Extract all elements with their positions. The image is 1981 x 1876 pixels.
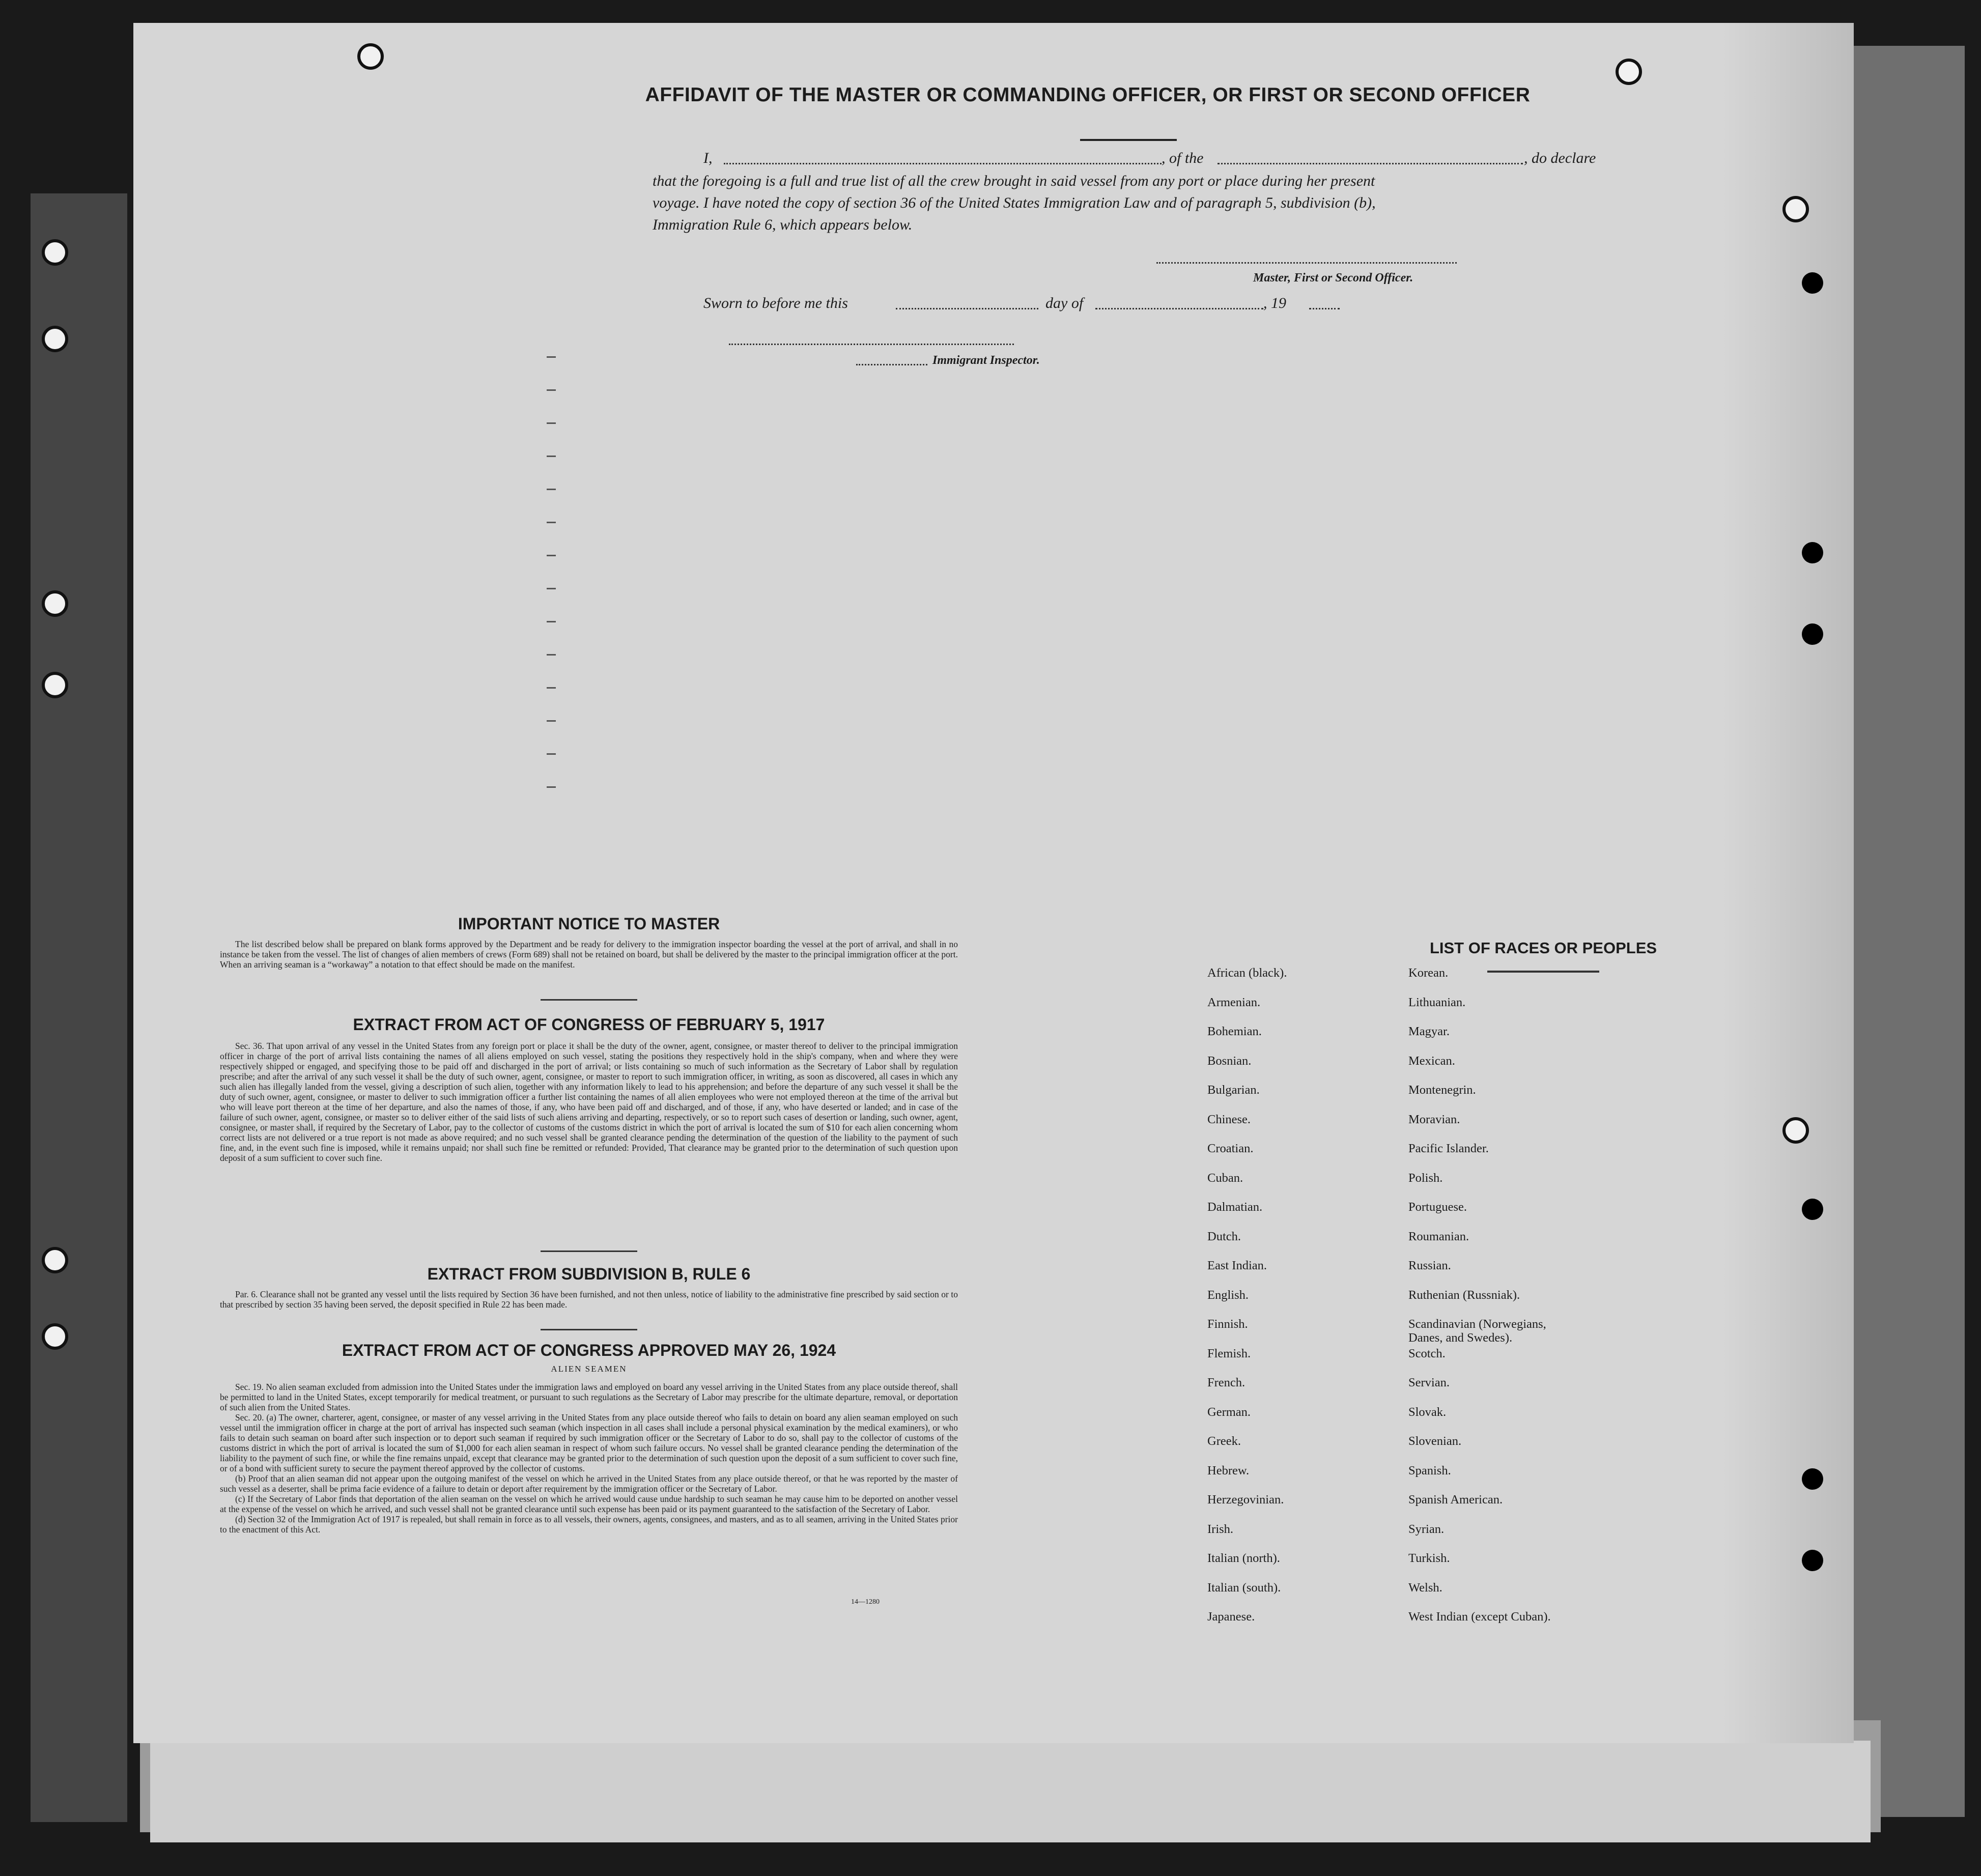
binder-hole-icon [42,672,68,698]
punch-hole-icon [357,43,384,70]
race-item: German. [1207,1405,1251,1419]
sworn-day: day of [1045,295,1084,311]
sworn-prefix: Sworn to before me this [703,295,848,311]
affidavit-declare: , do declare [1524,150,1596,166]
extract-1917-text: Sec. 36. That upon arrival of any vessel in the United States from any foreign port or place it shall be the duty of the owner, agent, consignee, or master thereof to deliver to the principal immigration officer in charge of the port of arrival lists containing the names of all aliens employed on such vessel, stating the positions they respectively hold in the ship's company, when and where they were respectively shipped or engaged, and specifying those to be paid off and discharged in the port of arrival; or lists containing so much of such information as the Secretary of Labor shall by regulation prescribe; and after the arrival of any such vessel it shall be the duty of such owner, agent, consignee, or master to report to such immigration officer, in writing, as soon as discovered, all cases in which any such alien has illegally landed from the vessel, giving a description of such alien, together with any information likely to lead to his apprehension; and before the departure of any such vessel it shall be the duty of such owner, agent, consignee, or master to deliver to such immigration officer a further list containing the names of all alien employees who were not employed thereon at the time of the arrival but who will leave port thereon at the time of her departure, and also the names of those, if any, who have been paid off and discharged, and of those, if any, who have deserted or landed; and in case of the failure of such owner, agent, consignee, or master so to deliver either of the said lists of such aliens arriving and departing, respectively, or so to report such cases of desertion or landing, such owner, agent, consignee, or master shall, if required by the Secretary of Labor, pay to the collector of customs of the customs district in which the port of arrival is located the sum of $10 for each alien concerning whom correct lists are not delivered or a true report is not made as above required; and no such vessel shall be granted clearance pending the determination of the question of the liability to the payment of such fine, and, in the event such fine is imposed, while it remains unpaid; nor shall such fine be remitted or refunded: Provided, That clearance may be granted prior to the determination of such question upon deposit of a sum sufficient to cover such fine. [220,1041,958,1163]
race-item: Syrian. [1408,1522,1445,1536]
race-item: Servian. [1408,1376,1450,1389]
sec-20d-text: (d) Section 32 of the Immigration Act of 1917 is repealed, but shall remain in force as to all vessels, their owners, agents, consignees, and masters, and as to all seamen, arriving in the United States prior to the enactment of this Act. [220,1514,958,1534]
extract-1917-title: EXTRACT FROM ACT OF CONGRESS OF FEBRUARY 5, 1917 [353,1015,825,1034]
affidavit-of-the: , of the [1162,150,1204,166]
binder-hole-icon [42,590,68,617]
punch-hole-icon [1802,542,1823,563]
races-underline [1487,971,1599,973]
race-item: Cuban. [1207,1171,1243,1185]
race-item: Polish. [1408,1171,1443,1185]
punch-hole-icon [1802,1550,1823,1571]
race-item: Spanish. [1408,1463,1451,1477]
punch-hole-icon [1802,623,1823,645]
race-item: Bulgarian. [1207,1083,1260,1097]
extract-1924-body [220,1382,958,1534]
inspector-label-leader [856,364,927,365]
sworn-date-blank [896,308,1038,309]
race-item: Scotch. [1408,1346,1446,1360]
race-item: East Indian. [1207,1259,1267,1272]
section-divider [541,1329,637,1330]
name-blank [724,163,1162,164]
race-item: Pacific Islander. [1408,1142,1489,1155]
race-item: Greek. [1207,1434,1241,1448]
margin-tick [547,389,556,391]
sec-19-text: Sec. 19. No alien seaman excluded from admission into the United States under the immigration laws and employed on board any vessel arriving in the United States from any place outside thereof, shall be permitted to land in the United States, except temporarily for medical treatment, or pursuant to such regulations as the Secretary of Labor may prescribe for the ultimate departure, removal, or deportation of such alien from the United States. [220,1382,958,1412]
race-item: Japanese. [1207,1610,1255,1624]
form-number: 14—1280 [851,1598,880,1606]
sworn-month-blank [1095,308,1263,309]
sec-20c-text: (c) If the Secretary of Labor finds that deportation of the alien seaman on the vessel on which he arrived would cause undue hardship to such seaman he may cause him to be deported on another vessel at the expense of the vessel on which he arrived, and such vessel shall not be granted clearance until such expense has been paid or its payment guaranteed to the satisfaction of the Secretary of Labor. [220,1494,958,1514]
affidavit-line-4: Immigration Rule 6, which appears below. [653,216,913,233]
sec-20a-text: Sec. 20. (a) The owner, charterer, agent, consignee, or master of any vessel arriving in the United States from any place outside thereof who fails to detain on board any alien seaman employed on such vessel until the immigration officer in charge at the port of arrival has inspected such seaman (which inspection in all cases shall include a personal physical examination by the medical examiners), or who fails to detain such seaman on board after such inspection or to deport such seaman if required by such immigration officer or the Secretary of Labor to do so, shall pay to the collector of customs of the customs district in which the port of arrival is located the sum of $1,000 for each alien seaman in respect of whom such failure occurs. No vessel shall be granted clearance pending the determination of the liability to the payment of such fine, or while the fine remains unpaid, except that clearance may be granted prior to the determination of such question upon the deposit of a sum sufficient to cover such fine, or of a bond with sufficient surety to secure the payment thereof approved by the collector of customs. [220,1412,958,1473]
margin-tick [547,588,556,589]
binder-hole-icon [42,1247,68,1273]
affidavit-line-2: that the foregoing is a full and true list of all the crew brought in said vessel from any port or place during her present [653,173,1375,189]
affidavit-heading: AFFIDAVIT OF THE MASTER OR COMMANDING OFFICER, OR FIRST OR SECOND OFFICER [645,84,1531,106]
race-item: Scandinavian (Norwegians, Danes, and Swedes). [1408,1317,1546,1345]
margin-tick [547,456,556,457]
punch-hole-icon [1802,1199,1823,1220]
race-item: Slovenian. [1408,1434,1462,1448]
race-item: Montenegrin. [1408,1083,1476,1097]
race-item: Portuguese. [1408,1200,1467,1214]
race-item: Armenian. [1207,995,1261,1009]
race-item: Croatian. [1207,1142,1254,1155]
margin-tick [547,654,556,656]
punch-hole-icon [1802,1468,1823,1490]
race-item: Turkish. [1408,1551,1450,1565]
race-item: Bosnian. [1207,1054,1252,1068]
master-signature-line [1156,262,1457,264]
alien-seamen-subtitle: ALIEN SEAMEN [551,1364,627,1374]
race-item: West Indian (except Cuban). [1408,1610,1551,1624]
race-item: Hebrew. [1207,1463,1250,1477]
race-item: Russian. [1408,1259,1451,1272]
race-item: Bohemian. [1207,1025,1262,1038]
sworn-year-blank [1309,308,1340,309]
race-item: Spanish American. [1408,1493,1503,1507]
notice-text: The list described below shall be prepared on blank forms approved by the Department and be ready for delivery to the immigration inspector boarding the vessel at the port of arrival, and shall in no instance be taken from the vessel. The list of changes of alien members of crews (Form 689) shall not be retained on board, but shall be delivered by the master to the principal immigration officer at the port. When an arriving seaman is a “workaway” a notation to that effect should be made on the manifest. [220,939,958,970]
page-shadow [1721,23,1854,1743]
master-signature-label: Master, First or Second Officer. [1253,271,1413,285]
race-item: Italian (south). [1207,1580,1281,1595]
race-item: Korean. [1408,966,1449,980]
race-item: Mexican. [1408,1054,1455,1068]
binder-strip [31,193,127,1822]
heading-underline [1080,139,1177,141]
punch-hole-icon [1782,1117,1809,1144]
affidavit-i: I, [703,150,713,166]
margin-tick [547,489,556,490]
margin-tick [547,522,556,523]
race-item: Dutch. [1207,1229,1241,1243]
race-item: Dalmatian. [1207,1200,1263,1214]
notice-title: IMPORTANT NOTICE TO MASTER [458,915,720,933]
race-item: Lithuanian. [1408,995,1466,1009]
race-item: Italian (north). [1207,1551,1280,1565]
races-title: LIST OF RACES OR PEOPLES [1429,939,1657,957]
section-divider [541,1250,637,1252]
race-item: Finnish. [1207,1317,1248,1331]
punch-hole-icon [1782,196,1809,222]
race-item: African (black). [1207,966,1287,980]
race-item: Roumanian. [1408,1229,1469,1243]
manifest-page [133,23,1854,1743]
sec-20b-text: (b) Proof that an alien seaman did not appear upon the outgoing manifest of the vessel on which he arrived in the United States from any place outside thereof, or that he was reported by the master of such vessel as a deserter, shall be prima facie evidence of a failure to detain or deport after requirement by the immigration officer or the Secretary of Labor. [220,1473,958,1494]
margin-tick [547,687,556,689]
vessel-blank [1218,163,1523,164]
extract-rule6-title: EXTRACT FROM SUBDIVISION B, RULE 6 [427,1265,751,1283]
race-item: French. [1207,1376,1246,1389]
affidavit-line-3: voyage. I have noted the copy of section 36 of the United States Immigration Law and of paragraph 5, subdivision (b), [653,194,1376,211]
binder-hole-icon [42,326,68,352]
extract-rule6-text: Par. 6. Clearance shall not be granted any vessel until the lists required by Section 36 have been furnished, and not then unless, notice of liability to the administrative fine prescribed by said section or to that prescribed by section 35 having been served, the deposit specified in Rule 22 has been made. [220,1289,958,1310]
margin-tick [547,356,556,358]
back-sheet [1843,46,1965,1817]
punch-hole-icon [1802,272,1823,294]
margin-tick [547,621,556,622]
binder-hole-icon [42,239,68,266]
race-item: Welsh. [1408,1580,1442,1595]
race-item: Magyar. [1408,1025,1450,1038]
section-divider [541,999,637,1001]
inspector-signature-line [729,344,1014,345]
extract-1924-title: EXTRACT FROM ACT OF CONGRESS APPROVED MAY 26, 1924 [342,1341,836,1359]
race-item: Herzegovinian. [1207,1493,1284,1507]
margin-tick [547,555,556,556]
margin-tick [547,422,556,424]
race-item: Chinese. [1207,1112,1251,1126]
race-item: Irish. [1207,1522,1234,1536]
under-sheet-edge [150,1741,1871,1842]
margin-tick [547,720,556,722]
race-item: English. [1207,1288,1249,1302]
punch-hole-icon [1616,59,1642,85]
binder-hole-icon [42,1323,68,1350]
inspector-label: Immigrant Inspector. [932,354,1040,367]
sworn-year: , 19 [1263,295,1286,311]
margin-tick [547,786,556,788]
race-item: Slovak. [1408,1405,1447,1419]
race-item: Ruthenian (Russniak). [1408,1288,1520,1302]
margin-tick [547,753,556,755]
race-item: Flemish. [1207,1346,1251,1360]
race-item: Moravian. [1408,1112,1460,1126]
